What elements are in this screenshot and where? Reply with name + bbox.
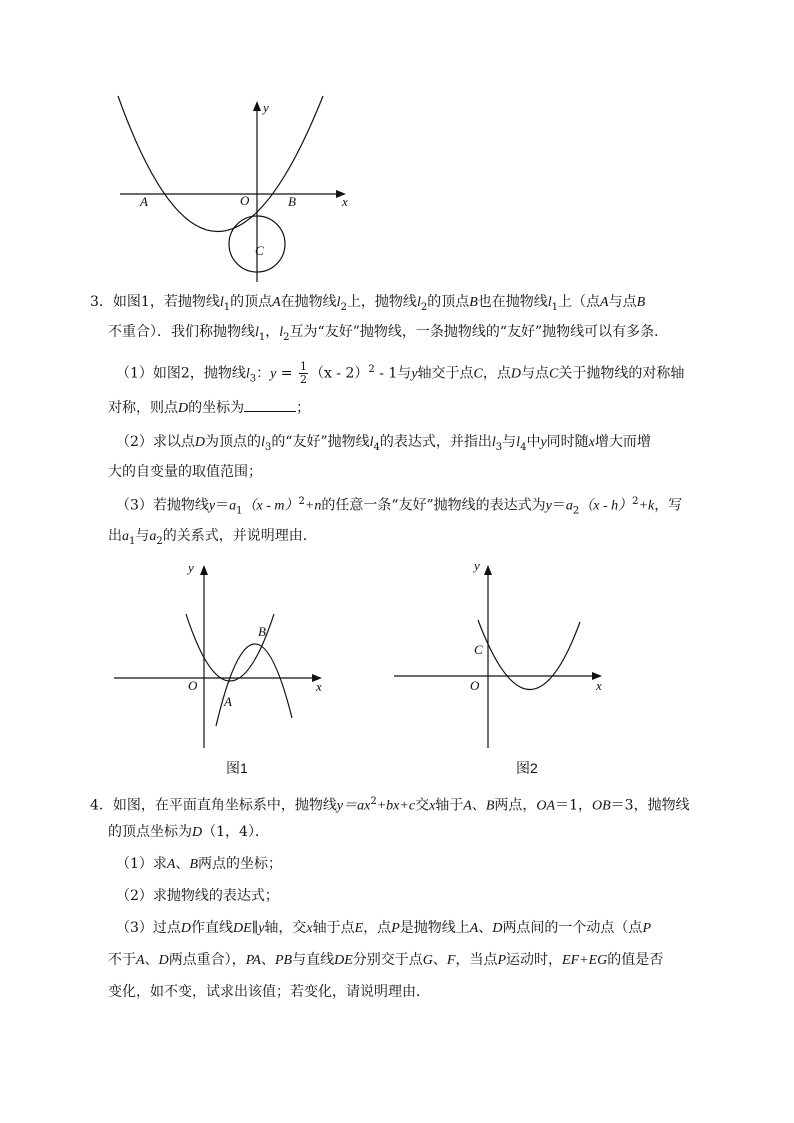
label-x: x [316,679,322,694]
label-b: B [258,624,266,639]
y-axis-arrow [484,565,492,575]
parabola-l2 [216,644,292,726]
q3-part3-line2: 出$a_1$与$a_2$的关系式，并说明理由． [108,528,317,547]
q4-part3-line1: （3）过点D作直线DE∥y轴，交x轴于点E，点P是抛物线上A、D两点间的一个动点（点P [116,920,651,936]
q3-part1-line2: 对称，则点D的坐标为 ； [108,400,311,416]
answer-blank[interactable] [244,399,296,412]
label-x: x [596,678,602,693]
q4-line1: 4．如图，在平面直角坐标系中，抛物线$y=ax^2+bx+c$交x轴于A、B两点，OA＝1，OB＝3，抛物线 [90,796,690,814]
q3-line1: 3．如图1，若抛物线$l_1$的顶点A在抛物线$l_2$上，抛物线$l_2$的顶点B也在抛物线$l_1$上（点A与点B [90,294,646,313]
parabola-curve [118,96,323,232]
label-y: y [188,560,194,575]
y-axis-arrow [253,101,261,111]
label-y: y [474,558,480,573]
figure-2-caption: 图2 [516,760,538,776]
fraction-half: $\frac{1}{2}$ [299,360,307,387]
q3-part1-line1: （1）如图2，抛物线$l_3$：y = $\frac{1}{2}$ （x - 2）$^2$ - 1与y轴交于点C，点D与点C关于抛物线的对称轴 [116,360,685,387]
label-c: C [474,642,483,657]
label-y: y [263,100,269,115]
q4-part3-line2: 不于A、D两点重合），PA、PB与直线DE分别交于点G、F，当点P运动时，EF+EG的值是否 [108,952,664,968]
q3-line2: 不重合）．我们称抛物线$l_1$，$l_2$互为“友好”抛物线，一条抛物线的“友好”抛物线可以有多条． [108,324,669,343]
label-a: A [140,194,148,209]
label-o: O [470,678,480,693]
q4-part1: （1）求A、B两点的坐标； [116,856,283,872]
label-c: C [255,243,264,258]
figure-1 [110,558,335,753]
figure-1-caption: 图1 [226,760,248,776]
figure-parabola-circle [110,92,360,287]
label-o: O [188,678,198,693]
q4-line2: 的顶点坐标为D（1，4）． [108,824,269,840]
label-a: A [224,694,232,709]
parabola-l3 [478,620,580,690]
label-o: O [240,193,250,208]
label-x: x [342,194,348,209]
q4-part2: （2）求抛物线的表达式； [116,888,279,904]
y-axis-arrow [200,565,208,575]
q3-part2-line1: （2）求以点D为顶点的$l_3$的“友好”抛物线$l_4$的表达式，并指出$l_3$与$l_4$中y同时随x增大而增 [116,434,651,453]
q3-part2-line2: 大的自变量的取值范围； [108,464,262,480]
label-b: B [288,194,296,209]
q4-part3-line3: 变化，如不变，试求出该值；若变化，请说明理由． [108,984,430,1000]
figure-2 [390,558,615,753]
q3-part3-line1: （3）若抛物线$y=a_1(x - m)^2+n$的任意一条“友好”抛物线的表达式为$y=a_2(x - h)^2+k$，写 [116,496,683,517]
